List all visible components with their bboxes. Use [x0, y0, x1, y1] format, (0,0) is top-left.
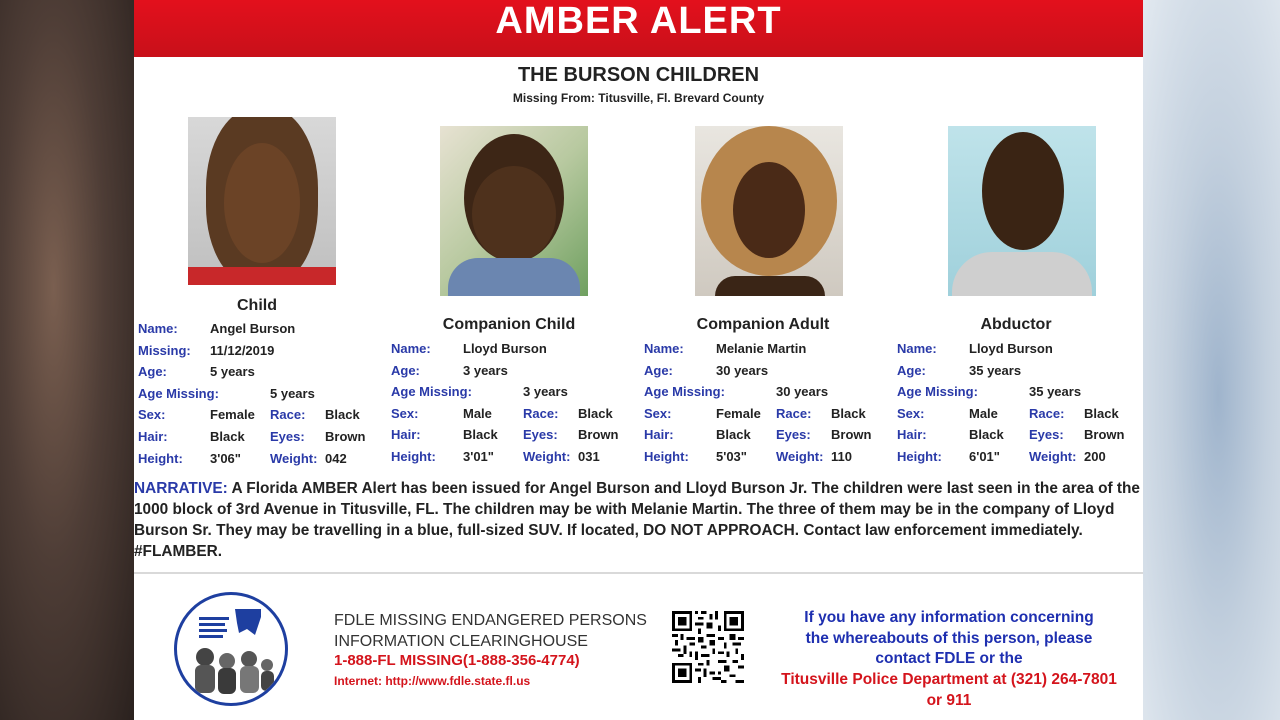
value-eyes: Brown — [1084, 427, 1125, 443]
background-left — [0, 0, 134, 720]
value-sex: Female — [210, 407, 255, 423]
field-age-missing — [897, 384, 1137, 406]
label-race: Race: — [776, 405, 812, 421]
value-age: 3 years — [463, 362, 508, 378]
value-name: Melanie Martin — [716, 341, 807, 356]
photo-companion-adult — [695, 126, 843, 296]
label-hair: Hair: — [391, 427, 421, 443]
value-race: Black — [578, 405, 613, 421]
narrative-label: NARRATIVE: — [134, 480, 228, 497]
label-sex: Sex: — [391, 405, 419, 421]
field-age — [138, 364, 378, 386]
photo-abductor — [948, 126, 1096, 296]
label-height: Height: — [138, 450, 183, 466]
field-height-weight — [138, 451, 378, 473]
value-age: 30 years — [716, 362, 769, 378]
contact-line-4[interactable]: Titusville Police Department at (321) 264-7801 — [781, 671, 1117, 689]
value-sex: Female — [716, 405, 761, 421]
label-age: Age: — [138, 364, 167, 380]
label-eyes: Eyes: — [270, 428, 305, 444]
label-height: Height: — [644, 448, 689, 464]
case-title: THE BURSON CHILDREN — [517, 64, 760, 86]
field-hair-eyes — [897, 427, 1137, 449]
label-weight: Weight: — [1029, 448, 1077, 464]
contact-line-3: contact FDLE or the — [875, 650, 1023, 668]
value-weight: 031 — [578, 448, 600, 464]
value-sex: Male — [969, 405, 998, 421]
value-height: 3'01" — [463, 448, 494, 464]
label-name: Name: — [138, 321, 178, 336]
label-race: Race: — [523, 405, 559, 421]
label-eyes: Eyes: — [523, 427, 558, 443]
field-height-weight — [391, 449, 631, 471]
label-height: Height: — [897, 448, 942, 464]
info-companion-adult — [644, 341, 884, 471]
label-race: Race: — [270, 407, 306, 423]
field-age — [391, 363, 631, 385]
field-height-weight — [897, 449, 1137, 471]
field-hair-eyes — [391, 427, 631, 449]
contact-line-2: the whereabouts of this person, please — [805, 629, 1093, 647]
qr-code-icon — [672, 611, 744, 683]
label-eyes: Eyes: — [776, 427, 811, 443]
label-name: Name: — [391, 341, 431, 356]
label-hair: Hair: — [644, 427, 674, 443]
value-age-missing: 35 years — [1029, 384, 1082, 400]
value-height: 5'03" — [716, 448, 747, 464]
value-age: 5 years — [210, 364, 255, 380]
value-eyes: Brown — [325, 428, 366, 444]
label-age-missing: Age Missing: — [391, 384, 472, 400]
value-age: 35 years — [969, 362, 1022, 378]
field-sex-race — [391, 406, 631, 428]
value-name: Lloyd Burson — [463, 341, 547, 356]
value-eyes: Brown — [578, 427, 619, 443]
field-age-missing — [644, 384, 884, 406]
fdle-organization — [334, 610, 647, 652]
field-hair-eyes — [138, 429, 378, 451]
label-race: Race: — [1029, 405, 1065, 421]
field-missing — [138, 343, 378, 365]
field-name — [897, 341, 1137, 363]
divider — [134, 572, 1143, 574]
label-sex: Sex: — [644, 405, 672, 421]
value-name: Lloyd Burson — [969, 341, 1053, 356]
value-race: Black — [325, 407, 360, 423]
amber-alert-poster — [134, 0, 1143, 720]
org-line-2: INFORMATION CLEARINGHOUSE — [334, 633, 588, 650]
contact-line-1: If you have any information concerning — [804, 609, 1094, 626]
value-hair: Black — [463, 427, 498, 443]
role-child: Child — [237, 297, 277, 314]
value-race: Black — [831, 405, 866, 421]
label-height: Height: — [391, 448, 436, 464]
missing-from: Missing From: Titusville, Fl. Brevard County — [512, 91, 765, 105]
fdle-website[interactable]: Internet: http://www.fdle.state.fl.us — [334, 674, 531, 688]
photo-child — [188, 117, 336, 285]
field-name — [391, 341, 631, 363]
field-sex-race — [644, 406, 884, 428]
contact-info — [764, 608, 1134, 712]
value-age-missing: 5 years — [270, 385, 315, 401]
label-hair: Hair: — [138, 428, 168, 444]
label-sex: Sex: — [138, 407, 166, 423]
field-name — [644, 341, 884, 363]
value-height: 6'01" — [969, 448, 1000, 464]
label-weight: Weight: — [270, 450, 318, 466]
banner-title: AMBER ALERT — [495, 0, 782, 42]
value-weight: 200 — [1084, 448, 1106, 464]
fdle-phone[interactable]: 1-888-FL MISSING(1-888-356-4774) — [334, 652, 580, 669]
value-hair: Black — [716, 427, 751, 443]
photo-companion-child — [440, 126, 588, 296]
value-weight: 110 — [831, 448, 852, 464]
label-age-missing: Age Missing: — [897, 384, 978, 400]
value-height: 3'06" — [210, 450, 241, 466]
field-age-missing — [391, 384, 631, 406]
role-abductor: Abductor — [980, 316, 1052, 333]
info-abductor — [897, 341, 1137, 471]
value-sex: Male — [463, 405, 492, 421]
field-hair-eyes — [644, 427, 884, 449]
role-companion-child: Companion Child — [442, 316, 576, 333]
label-age-missing: Age Missing: — [138, 385, 219, 401]
field-sex-race — [897, 406, 1137, 428]
label-sex: Sex: — [897, 405, 925, 421]
label-weight: Weight: — [776, 448, 824, 464]
field-name — [138, 321, 378, 343]
value-eyes: Brown — [831, 427, 872, 443]
contact-line-5[interactable]: or 911 — [926, 691, 972, 709]
field-height-weight — [644, 449, 884, 471]
fdle-seal-icon — [174, 592, 288, 706]
label-eyes: Eyes: — [1029, 427, 1064, 443]
narrative-text: A Florida AMBER Alert has been issued for Angel Burson and Lloyd Burson Jr. The children were last seen in the area of the 1000 block of 3rd Avenue in Titusville, FL. The children may be with Melanie Martin. The three of them may be in the company of Lloyd Burson Sr. They may be travelling in a blue, full-sized SUV. If located, DO NOT APPROACH. Contact law enforcement immediately. #FLAMBER. — [134, 480, 1140, 560]
value-name: Angel Burson — [210, 321, 296, 336]
org-line-1: FDLE MISSING ENDANGERED PERSONS — [334, 612, 647, 629]
field-sex-race — [138, 407, 378, 429]
value-age-missing: 30 years — [776, 384, 829, 400]
role-companion-adult: Companion Adult — [696, 316, 830, 333]
field-age — [644, 363, 884, 385]
narrative — [134, 478, 1143, 562]
value-hair: Black — [969, 427, 1004, 443]
value-race: Black — [1084, 405, 1119, 421]
label-name: Name: — [644, 341, 684, 356]
label-age: Age: — [897, 362, 926, 378]
label-age-missing: Age Missing: — [644, 384, 725, 400]
label-weight: Weight: — [523, 448, 571, 464]
amber-alert-banner — [134, 0, 1143, 57]
label-name: Name: — [897, 341, 937, 356]
value-weight: 042 — [325, 450, 347, 466]
field-age — [897, 363, 1137, 385]
info-child — [138, 321, 378, 472]
label-age: Age: — [644, 362, 673, 378]
label-hair: Hair: — [897, 427, 927, 443]
background-right — [1143, 0, 1280, 720]
label-missing: Missing: — [138, 342, 191, 358]
value-hair: Black — [210, 428, 245, 444]
field-age-missing — [138, 386, 378, 408]
value-age-missing: 3 years — [523, 384, 568, 400]
label-age: Age: — [391, 362, 420, 378]
info-companion-child — [391, 341, 631, 471]
value-missing: 11/12/2019 — [210, 342, 275, 358]
